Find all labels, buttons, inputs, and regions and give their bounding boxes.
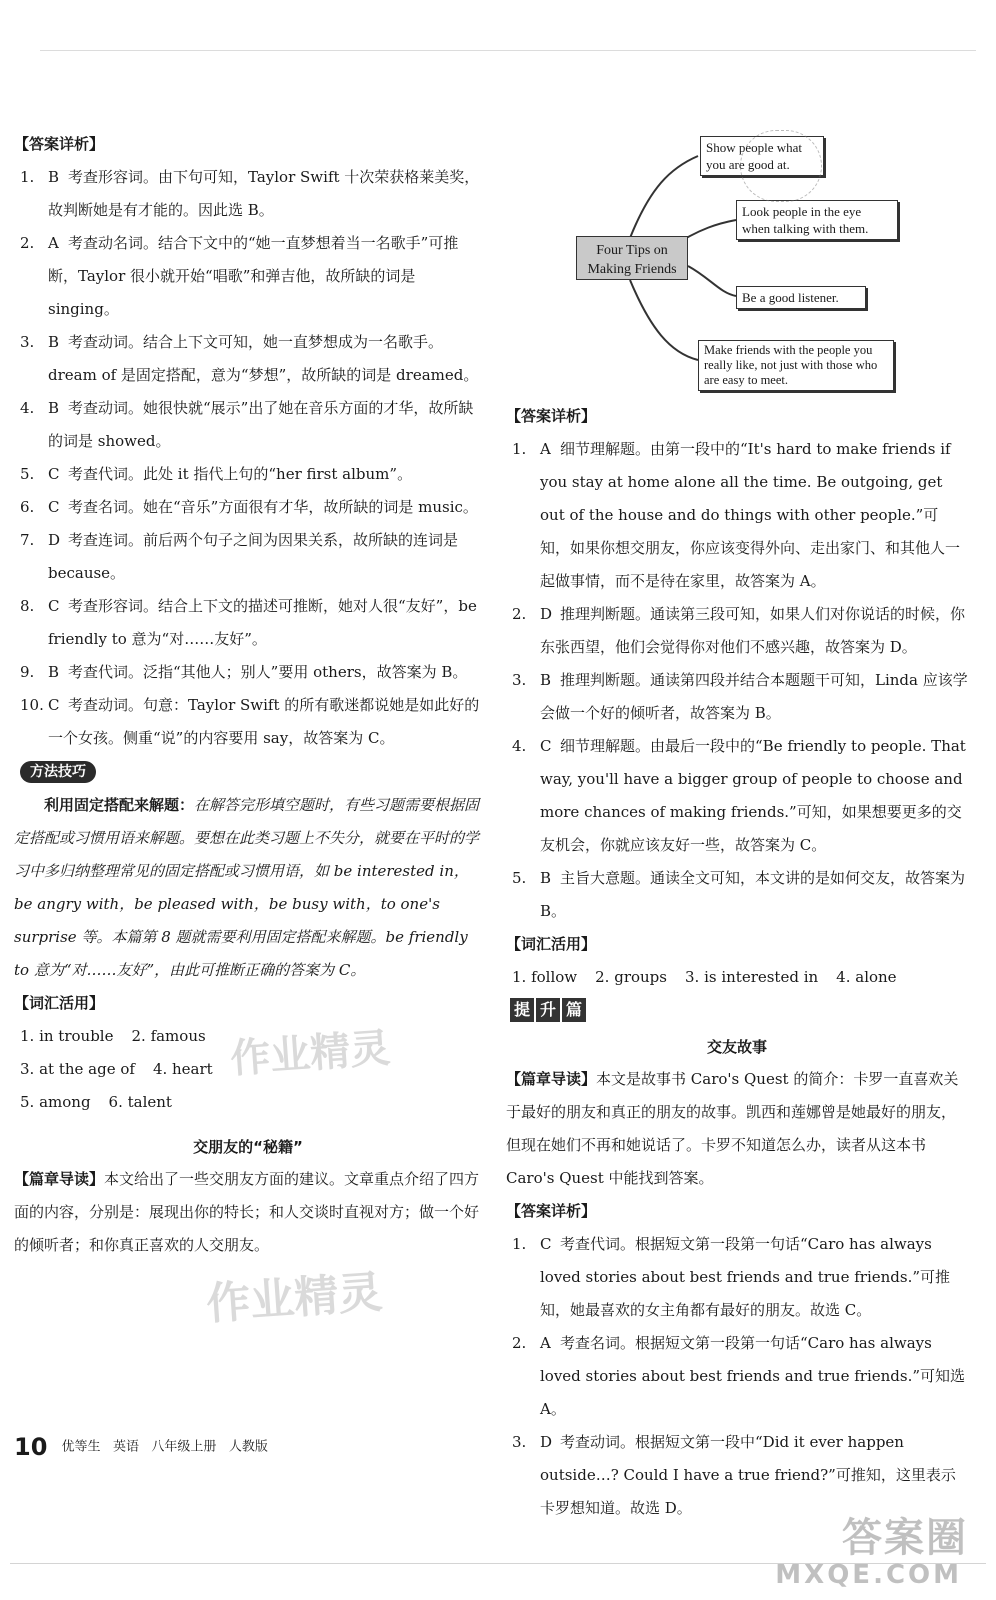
answer-choice: D bbox=[540, 605, 553, 623]
page-footer bbox=[14, 1433, 268, 1461]
mind-map-tip-1: Show people what you are good at. bbox=[700, 136, 824, 176]
answer-explanation: 主旨大意题。通读全文可知，本文讲的是如何交友，故答案为 B。 bbox=[540, 869, 966, 920]
advanced-label-char: 升 bbox=[536, 998, 560, 1022]
answer-item bbox=[506, 1327, 968, 1426]
answer-choice: B bbox=[540, 869, 552, 887]
answer-choice: C bbox=[540, 737, 552, 755]
footer-grade: 八年级上册 bbox=[151, 1439, 217, 1455]
advanced-label-char: 篇 bbox=[562, 998, 586, 1022]
answer-choice: D bbox=[540, 1433, 553, 1451]
answer-explanation: 考查动词。根据短文第一段中“Did it ever happen outside…? Could I have a true friend?”可推知，这里表示卡罗想知道。故选 D。 bbox=[540, 1433, 956, 1517]
watermark-url: MXQE.COM bbox=[775, 1560, 962, 1590]
answer-number: 6. bbox=[20, 498, 35, 516]
answer-section-heading: 【答案详析】 bbox=[14, 135, 105, 153]
answer-item bbox=[14, 689, 482, 755]
answer-choice: C bbox=[48, 498, 60, 516]
answer-number: 8. bbox=[20, 597, 35, 615]
answer-choice: B bbox=[48, 333, 60, 351]
answer-section-heading-right-2: 【答案详析】 bbox=[506, 1202, 597, 1220]
right-column bbox=[506, 400, 968, 1525]
answer-number: 1. bbox=[20, 168, 35, 186]
vocab-heading-right: 【词汇活用】 bbox=[506, 935, 597, 953]
answer-choice: C bbox=[540, 1235, 552, 1253]
answer-number: 3. bbox=[20, 333, 35, 351]
answer-explanation: 考查形容词。结合上下文的描述可推断，她对人很“友好”，be friendly to 意为“对……友好”。 bbox=[48, 597, 477, 648]
answer-explanation: 考查动词。她很快就“展示”出了她在音乐方面的才华，故所缺的词是 showed。 bbox=[48, 399, 474, 450]
answer-number: 4. bbox=[20, 399, 35, 417]
answer-item bbox=[14, 656, 482, 689]
vocab-answer: 3. at the age of bbox=[20, 1060, 135, 1078]
answer-list-right bbox=[506, 433, 968, 928]
watermark-text-2: 作业精灵 bbox=[204, 1266, 384, 1331]
vocab-answer: 2. groups bbox=[595, 968, 667, 986]
answer-explanation: 推理判断题。通读第四段并结合本题题干可知，Linda 应该学会做一个好的倾听者，故答案为 B。 bbox=[540, 671, 968, 722]
vocab-heading: 【词汇活用】 bbox=[14, 994, 105, 1012]
answer-item bbox=[14, 458, 482, 491]
answer-item bbox=[506, 862, 968, 928]
answer-item bbox=[506, 664, 968, 730]
footer-brand: 优等生 bbox=[61, 1439, 101, 1455]
mind-map-tip-3: Be a good listener. bbox=[736, 286, 866, 309]
vocab-line bbox=[506, 961, 968, 994]
answer-choice: B bbox=[48, 663, 60, 681]
answer-list-right-2 bbox=[506, 1228, 968, 1525]
vocab-answer: 1. follow bbox=[512, 968, 578, 986]
mind-map-tip-4: Make friends with the people you really like, not just with those who are easy to meet. bbox=[698, 340, 894, 391]
answer-item bbox=[14, 491, 482, 524]
answer-number: 7. bbox=[20, 531, 35, 549]
answer-choice: B bbox=[48, 399, 60, 417]
stamp-mark bbox=[740, 130, 822, 202]
answer-choice: C bbox=[48, 597, 60, 615]
answer-explanation: 推理判断题。通读第三段可知，如果人们对你说话的时候，你东张西望，他们会觉得你对他们不感兴趣，故答案为 D。 bbox=[540, 605, 966, 656]
footer-edition: 人教版 bbox=[228, 1439, 268, 1455]
vocab-answer: 2. famous bbox=[131, 1027, 206, 1045]
method-badge: 方法技巧 bbox=[20, 761, 96, 783]
answer-explanation: 考查代词。根据短文第一段第一句话“Caro has always loved stories about best friends and true friends.”可推知，她最喜欢的女主角都有最好的朋友。故选 C。 bbox=[540, 1235, 951, 1319]
vocab-row bbox=[14, 1086, 482, 1119]
answer-explanation: 考查动词。句意：Taylor Swift 的所有歌迷都说她是如此好的一个女孩。侧重“说”的内容要用 say，故答案为 C。 bbox=[48, 696, 480, 747]
answer-explanation: 细节理解题。由第一段中的“It's hard to make friends if you stay at home alone all the time. Be outgoing, get out of the house and do things with other people.”可知，如果你想交朋友，你应该变得外向、走出家门、和其他人一起做事情，而不是待在家里，故答案为 A。 bbox=[540, 440, 961, 590]
top-rule bbox=[40, 50, 976, 51]
answer-explanation: 考查动名词。结合下文中的“她一直梦想着当一名歌手”可推断，Taylor 很小就开始“唱歌”和弹吉他，故所缺的词是 singing。 bbox=[48, 234, 459, 318]
vocab-answer: 1. in trouble bbox=[20, 1027, 114, 1045]
answer-number: 2. bbox=[512, 605, 527, 623]
answer-choice: A bbox=[48, 234, 59, 252]
footer-subject: 英语 bbox=[112, 1439, 139, 1455]
answer-choice: B bbox=[48, 168, 60, 186]
answer-number: 3. bbox=[512, 671, 527, 689]
answer-number: 1. bbox=[512, 440, 527, 458]
method-tips-text: 在解答完形填空题时，有些习题需要根据固定搭配或习惯用语来解题。要想在此类习题上不失分，就要在平时的学习中多归纳整理常见的固定搭配或习惯用语，如 be interested in，be angry with，be pleased with，be busy with，to one's surprise 等。本篇第 8 题就需要利用固定搭配来解题。be friendly to 意为“对……友好”，由此可推断正确的答案为 C。 bbox=[14, 796, 480, 979]
answer-choice: C bbox=[48, 696, 60, 714]
answer-number: 5. bbox=[20, 465, 35, 483]
story-guide-label: 【篇章导读】 bbox=[506, 1070, 597, 1088]
answer-explanation: 考查名词。根据短文第一段第一句话“Caro has always loved stories about best friends and true friends.”可知选 A。 bbox=[540, 1334, 966, 1418]
vocab-answer: 3. is interested in bbox=[684, 968, 819, 986]
answer-explanation: 考查代词。此处 it 指代上句的“her first album”。 bbox=[68, 465, 413, 483]
answer-number: 1. bbox=[512, 1235, 527, 1253]
mind-map-center: Four Tips on Making Friends bbox=[576, 236, 688, 280]
answer-item bbox=[506, 433, 968, 598]
answer-section-heading-right: 【答案详析】 bbox=[506, 407, 597, 425]
advanced-label-char: 提 bbox=[510, 998, 534, 1022]
answer-explanation: 细节理解题。由最后一段中的“Be friendly to people. That way, you'll have a bigger group of people to choose and more chances of making friends.”可知，如果想要更多的交友机会，你就应该友好一些，故答案为 C。 bbox=[540, 737, 966, 854]
answer-item bbox=[14, 326, 482, 392]
vocab-answer: 4. alone bbox=[836, 968, 897, 986]
vocab-answer: 6. talent bbox=[108, 1093, 172, 1111]
answer-choice: A bbox=[540, 440, 551, 458]
watermark-text: 作业精灵 bbox=[228, 1025, 392, 1083]
answer-item bbox=[506, 598, 968, 664]
vocab-answer: 4. heart bbox=[152, 1060, 213, 1078]
answer-number: 9. bbox=[20, 663, 35, 681]
watermark-logo: 答案圈 bbox=[842, 1515, 968, 1561]
story-title: 交友故事 bbox=[706, 1038, 767, 1056]
answer-item bbox=[14, 590, 482, 656]
answer-number: 2. bbox=[20, 234, 35, 252]
answer-explanation: 考查代词。泛指“其他人；别人”要用 others，故答案为 B。 bbox=[68, 663, 468, 681]
answer-explanation: 考查连词。前后两个句子之间为因果关系，故所缺的连词是 because。 bbox=[48, 531, 459, 582]
answer-choice: A bbox=[540, 1334, 551, 1352]
answer-choice: D bbox=[48, 531, 61, 549]
story-guide bbox=[506, 1063, 968, 1195]
method-tips-title: 利用固定搭配来解题： bbox=[44, 796, 195, 814]
answer-number: 2. bbox=[512, 1334, 527, 1352]
left-column bbox=[14, 128, 482, 1262]
passage-title: 交朋友的“秘籍” bbox=[193, 1138, 303, 1156]
story-guide-text: 本文是故事书 Caro's Quest 的简介：卡罗一直喜欢关于最好的朋友和真正的朋友的故事。凯西和莲娜曾是她最好的朋友，但现在她们不再和她说话了。卡罗不知道怎么办，读者从这本书 Caro's Quest 中能找到答案。 bbox=[506, 1070, 959, 1187]
answer-number: 10. bbox=[20, 696, 44, 714]
guide-text: 本文给出了一些交朋友方面的建议。文章重点介绍了四方面的内容，分别是：展现出你的特长；和人交谈时直视对方；做一个好的倾听者；和你真正喜欢的人交朋友。 bbox=[14, 1170, 480, 1254]
answer-choice: B bbox=[540, 671, 552, 689]
vocab-answer: 5. among bbox=[20, 1093, 91, 1111]
answer-item bbox=[14, 161, 482, 227]
answer-explanation: 考查形容词。由下句可知，Taylor Swift 十次荣获格莱美奖，故判断她是有才能的。因此选 B。 bbox=[48, 168, 480, 219]
answer-list bbox=[14, 161, 482, 755]
answer-number: 4. bbox=[512, 737, 527, 755]
page-number: 10 bbox=[14, 1433, 48, 1461]
answer-explanation: 考查动词。结合上下文可知，她一直梦想成为一名歌手。dream of 是固定搭配，意为“梦想”，故所缺的词是 dreamed。 bbox=[48, 333, 479, 384]
answer-number: 5. bbox=[512, 869, 527, 887]
answer-item bbox=[506, 1228, 968, 1327]
answer-number: 3. bbox=[512, 1433, 527, 1451]
guide-label: 【篇章导读】 bbox=[14, 1170, 105, 1188]
mind-map-tip-2: Look people in the eye when talking with them. bbox=[736, 200, 898, 240]
answer-item bbox=[14, 524, 482, 590]
answer-item bbox=[506, 730, 968, 862]
answer-item bbox=[14, 227, 482, 326]
answer-explanation: 考查名词。她在“音乐”方面很有才华，故所缺的词是 music。 bbox=[68, 498, 478, 516]
answer-choice: C bbox=[48, 465, 60, 483]
passage-guide bbox=[14, 1163, 482, 1262]
method-tips bbox=[14, 789, 482, 987]
advanced-section-label bbox=[510, 998, 586, 1022]
answer-item bbox=[14, 392, 482, 458]
